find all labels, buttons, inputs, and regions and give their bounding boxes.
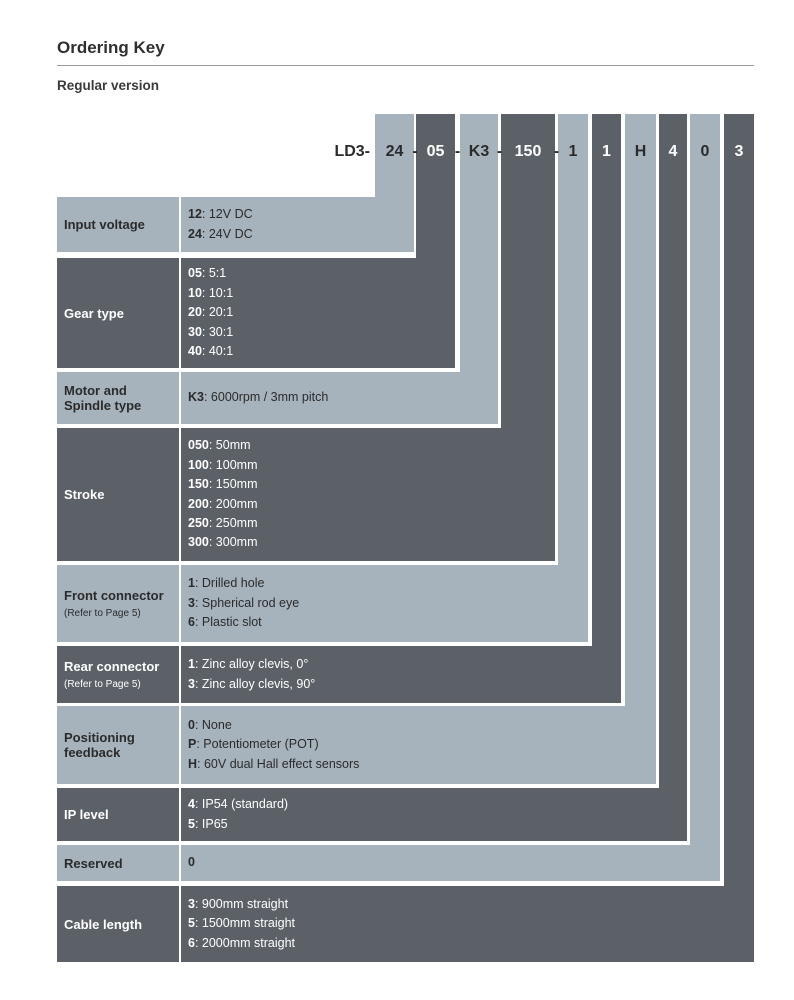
option-item [188,533,258,552]
option-text: : IP54 (standard) [194,797,289,812]
option-code: 12 [188,207,202,222]
option-code: P [188,737,197,752]
option-code: 0 [188,717,195,732]
option-code: 5 [188,916,195,931]
option-code: 0 [188,855,195,870]
option-code: 1 [188,576,195,591]
row-options [188,565,299,642]
option-text: : Drilled hole [194,576,265,591]
option-item [188,735,359,754]
option-text: : 30:1 [201,324,234,339]
row-label-text: Gear type [64,305,124,321]
row-label-text: Reserved [64,855,123,871]
row-divider [179,845,181,881]
code-segment-8: 4 [668,143,678,160]
option-code: 4 [188,797,195,812]
option-item [188,795,288,814]
option-code: 6 [188,935,195,950]
option-text: : Potentiometer (POT) [196,737,319,752]
row-label [57,886,179,962]
option-code: 050 [188,438,209,453]
code-column-6 [592,114,621,703]
row-label-text: Front connector [64,587,164,603]
option-item [188,342,233,361]
row-divider [179,428,181,561]
row-label-text: Cable length [64,916,143,932]
row-divider [179,706,181,784]
option-text: : 10:1 [201,285,234,300]
option-text: : 6000rpm / 3mm pitch [203,390,329,405]
row-label [57,428,179,561]
option-text: : Plastic slot [194,615,262,630]
row-options [188,197,253,252]
code-segment-9: 0 [700,143,710,160]
option-code: 100 [188,457,209,472]
option-item [188,436,258,455]
option-code: H [188,756,198,771]
code-segment-4: 150 [514,143,542,160]
row-label [57,788,179,841]
row-options [188,428,258,561]
option-text: : 12V DC [201,207,253,222]
option-item [188,205,253,224]
option-code: 3 [188,595,195,610]
option-text: : 200mm [208,496,258,511]
row-label-text: Positioning feedback [64,730,135,760]
option-code: 3 [188,896,195,911]
option-item [188,475,258,494]
row-label-text: Rear connector [64,658,160,674]
option-text: : 100mm [208,457,258,472]
option-code: 150 [188,477,209,492]
page-subtitle: Regular version [57,78,160,93]
option-text: : 150mm [208,477,258,492]
option-item [188,284,233,303]
row-divider [179,372,181,424]
row-options [188,886,295,962]
option-item [188,514,258,533]
option-code: 3 [188,676,195,691]
option-code: 200 [188,496,209,511]
option-text: : Spherical rod eye [194,595,300,610]
option-item [188,594,299,613]
option-text: : 300mm [208,535,258,550]
option-code: 5 [188,816,195,831]
option-text: : 2000mm straight [194,935,295,950]
option-item [188,456,258,475]
row-label-text: Input voltage [64,217,145,232]
option-row [57,372,498,424]
row-label [57,565,179,642]
option-row [57,428,555,561]
option-text: : None [194,717,232,732]
option-item [188,914,295,933]
option-item [188,755,359,774]
option-text: : 20:1 [201,305,234,320]
option-code: 250 [188,515,209,530]
option-text: : 50mm [208,438,251,453]
option-item [188,655,315,674]
row-divider [179,646,181,703]
page-title: Ordering Key [57,38,165,57]
option-text: : 24V DC [201,226,253,241]
row-label-text: Motor and Spindle type [64,383,142,413]
row-label-text: Stroke [64,487,105,502]
code-separator: - [412,143,418,160]
code-segment-3: K3 [468,143,490,160]
code-segment-10: 3 [734,143,744,160]
row-divider [179,788,181,841]
option-text: : 40:1 [201,344,234,359]
row-label [57,706,179,784]
option-item [188,853,195,872]
option-item [188,388,328,407]
option-code: 30 [188,324,202,339]
option-text: : 900mm straight [194,896,289,911]
option-row [57,886,754,962]
code-column-7 [625,114,656,784]
option-item [188,815,288,834]
row-label [57,197,179,252]
option-item [188,574,299,593]
option-item [188,716,359,735]
code-separator: - [496,143,503,160]
row-divider [179,565,181,642]
row-label [57,646,179,703]
row-options [188,258,233,368]
row-label-note: (Refer to Page 5) [64,607,141,619]
option-item [188,495,258,514]
code-column-8 [659,114,687,841]
option-text: : 60V dual Hall effect sensors [197,756,360,771]
row-divider [179,197,181,252]
code-column-9 [690,114,720,881]
option-item [188,323,233,342]
option-item [188,934,295,953]
code-segment-2: 05 [426,143,445,160]
code-separator: - [553,143,560,160]
row-options [188,372,328,424]
row-divider [179,258,181,368]
option-text: : IP65 [194,816,228,831]
option-row [57,197,414,252]
row-options [188,845,195,881]
option-code: K3 [188,390,204,405]
option-text: : 1500mm straight [194,916,295,931]
option-item [188,895,295,914]
option-code: 300 [188,535,209,550]
code-segment-1: 24 [385,143,404,160]
option-row [57,845,720,881]
option-item [188,303,233,322]
option-row [57,258,455,368]
code-separator: - [454,143,461,160]
option-row [57,706,656,784]
option-code: 6 [188,615,195,630]
option-code: 40 [188,344,202,359]
option-code: 20 [188,305,202,320]
option-text: : 5:1 [201,266,227,281]
row-options [188,646,315,703]
option-row [57,788,687,841]
option-row [57,565,588,642]
row-label [57,258,179,368]
row-label-note: (Refer to Page 5) [64,678,141,690]
option-row [57,646,621,703]
row-label [57,372,179,424]
code-column-5 [558,114,588,642]
option-code: 05 [188,266,202,281]
title-rule [57,65,754,66]
option-item [188,675,315,694]
option-text: : 250mm [208,515,258,530]
row-divider [179,886,181,962]
option-item [188,225,253,244]
code-segment-7: H [634,143,647,160]
code-column-10 [724,114,754,962]
row-label [57,845,179,881]
option-code: 10 [188,285,202,300]
option-text: : Zinc alloy clevis, 0° [194,657,309,672]
code-segment-6: 1 [602,143,611,160]
option-code: 24 [188,226,202,241]
row-label-text: IP level [64,807,109,822]
option-item [188,613,299,632]
row-options [188,788,288,841]
option-code: 1 [188,657,195,672]
option-item [188,264,233,283]
row-options [188,706,359,784]
option-text: : Zinc alloy clevis, 90° [194,676,316,691]
code-segment-5: 1 [568,143,578,160]
code-prefix: LD3- [334,143,370,160]
